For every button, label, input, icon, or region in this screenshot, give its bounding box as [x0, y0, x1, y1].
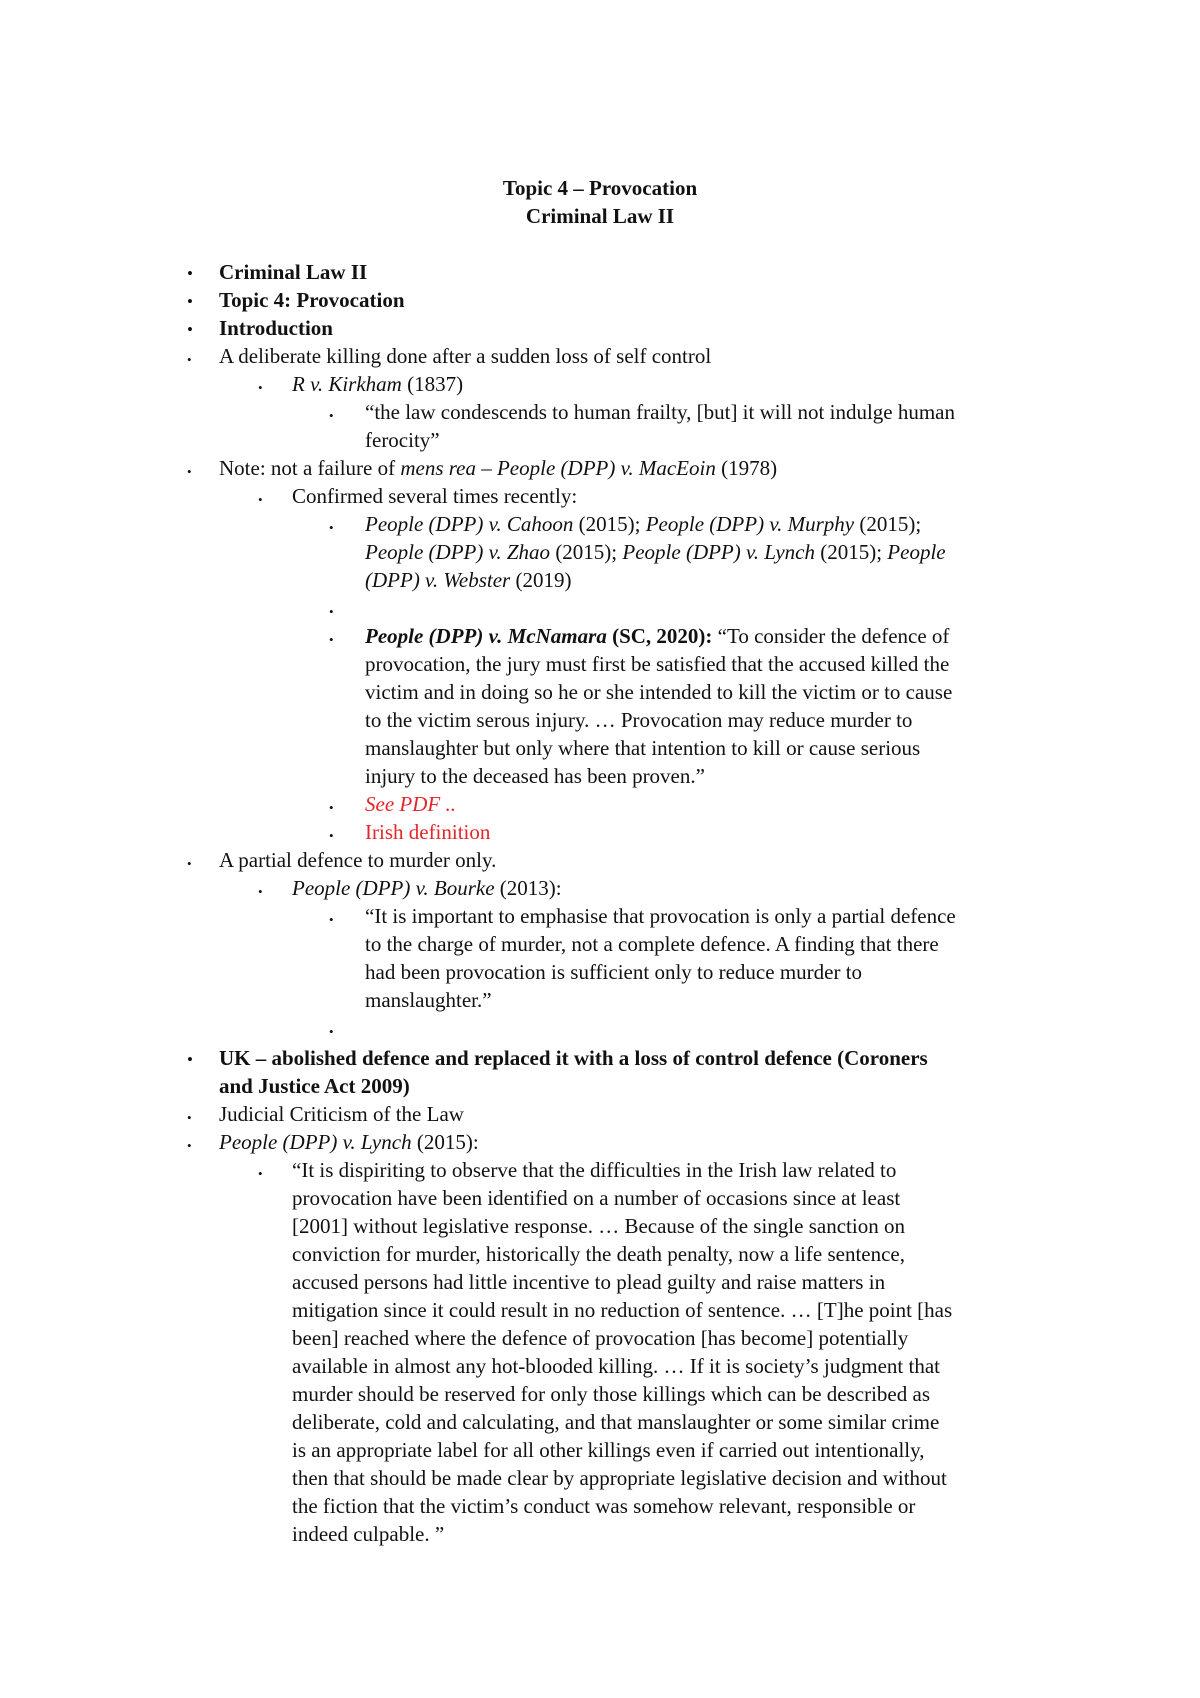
lynch-quote-14: indeed culpable. ”	[292, 1522, 445, 1546]
page-title: Topic 4 – Provocation	[502, 176, 698, 200]
bullet: •	[329, 912, 334, 927]
bullet: •	[329, 632, 334, 647]
bourke-quote-4: manslaughter.”	[365, 988, 492, 1012]
lynch-quote-5: accused persons had little incentive to plead guilty and raise matters in	[292, 1270, 886, 1294]
case-year: (2015);	[550, 540, 623, 564]
note-case: mens rea – People (DPP) v. MacEoin	[400, 456, 716, 480]
lynch-quote-11: is an appropriate label for all other killings even if carried out intentionally,	[292, 1438, 925, 1462]
bullet: •	[258, 1166, 263, 1181]
case-name: People (DPP) v. Murphy	[645, 512, 855, 536]
mcnamara-line-3: victim and in doing so he or she intended to kill the victim or to cause	[365, 680, 953, 704]
bullet: •	[329, 520, 334, 535]
mcnamara-line-4: to the victim serous injury. … Provocation may reduce murder to	[365, 708, 913, 732]
bullet: •	[329, 800, 334, 815]
case-name: People (DPP) v. McNamara	[365, 624, 607, 648]
note-line	[219, 455, 777, 483]
bullet: •	[329, 1024, 334, 1039]
case-name: (DPP) v. Webster	[365, 568, 511, 592]
heading-topic: Topic 4: Provocation	[219, 288, 405, 312]
bullet: •	[187, 264, 193, 283]
case-name: People (DPP) v. Lynch	[622, 540, 815, 564]
bullet: •	[329, 828, 334, 843]
confirmed-text: Confirmed several times recently:	[292, 484, 578, 508]
case-year: (2015);	[573, 512, 646, 536]
cases-line-3	[365, 567, 571, 595]
case-year: (2015);	[854, 512, 922, 536]
cases-line-1	[365, 511, 921, 539]
kirkham-quote-1: “the law condescends to human frailty, [but] it will not indulge human	[365, 400, 955, 424]
kirkham-quote-2: ferocity”	[365, 428, 440, 452]
lynch-quote-8: available in almost any hot-blooded killing. … If it is society’s judgment that	[292, 1354, 940, 1378]
case-year: (2013):	[494, 876, 562, 900]
lynch-quote-4: conviction for murder, historically the death penalty, now a life sentence,	[292, 1242, 905, 1266]
bourke-quote-1: “It is important to emphasise that provocation is only a partial defence	[365, 904, 956, 928]
lynch-quote-2: provocation have been identified on a number of occasions since at least	[292, 1186, 901, 1210]
bullet: •	[258, 884, 263, 899]
see-pdf-note: See PDF ..	[365, 792, 456, 816]
bullet: •	[187, 1110, 192, 1125]
case-court: (SC, 2020):	[606, 624, 713, 648]
bullet: •	[187, 856, 192, 871]
kirkham-line	[292, 371, 463, 399]
bullet: •	[329, 604, 334, 619]
bullet: •	[187, 464, 192, 479]
case-name: People (DPP) v. Cahoon	[365, 512, 574, 536]
case-year: (2015);	[814, 540, 888, 564]
bullet: •	[187, 1138, 192, 1153]
mcnamara-line-1	[365, 623, 949, 651]
quote-text: “To consider the defence of	[712, 624, 950, 648]
bullet: •	[258, 380, 263, 395]
bourke-line	[292, 875, 562, 903]
cases-line-2	[365, 539, 946, 567]
bullet: •	[329, 408, 334, 423]
heading-criminal-law: Criminal Law II	[219, 260, 368, 284]
bullet: •	[187, 1050, 193, 1069]
lynch-quote-12: then that should be made clear by appropriate legislative decision and without	[292, 1466, 947, 1490]
case-name: People (DPP) v. Zhao	[365, 540, 551, 564]
lynch-quote-13: the fiction that the victim’s conduct was somehow relevant, responsible or	[292, 1494, 916, 1518]
lynch-quote-7: been] reached where the defence of provocation [has become] potentially	[292, 1326, 909, 1350]
lynch-quote-10: deliberate, cold and calculating, and that manslaughter or some similar crime	[292, 1410, 940, 1434]
note-year: (1978)	[715, 456, 778, 480]
lynch-quote-3: [2001] without legislative response. … Because of the single sanction on	[292, 1214, 905, 1238]
lynch-quote-9: murder should be reserved for only those killings which can be described as	[292, 1382, 930, 1406]
case-year: (2019)	[510, 568, 572, 592]
case-name: People	[887, 540, 946, 564]
case-year: (2015):	[411, 1130, 479, 1154]
note-prefix: Note: not a failure of	[219, 456, 401, 480]
bullet: •	[187, 292, 193, 311]
lynch-line	[219, 1129, 479, 1157]
heading-introduction: Introduction	[219, 316, 333, 340]
intro-text: A deliberate killing done after a sudden loss of self control	[219, 344, 712, 368]
bourke-quote-3: had been provocation is sufficient only to reduce murder to	[365, 960, 863, 984]
bullet: •	[187, 320, 193, 339]
bourke-quote-2: to the charge of murder, not a complete defence. A finding that there	[365, 932, 939, 956]
uk-line-1: UK – abolished defence and replaced it with a loss of control defence (Coroners	[219, 1046, 928, 1070]
irish-definition-note: Irish definition	[365, 820, 491, 844]
page-subtitle: Criminal Law II	[525, 204, 675, 228]
bullet: •	[187, 352, 192, 367]
mcnamara-line-6: injury to the deceased has been proven.”	[365, 764, 705, 788]
mcnamara-line-5: manslaughter but only where that intention to kill or cause serious	[365, 736, 921, 760]
lynch-quote-1: “It is dispiriting to observe that the difficulties in the Irish law related to	[292, 1158, 897, 1182]
bullet: •	[258, 492, 263, 507]
case-name: People (DPP) v. Lynch	[219, 1130, 412, 1154]
lynch-quote-6: mitigation since it could result in no reduction of sentence. … [T]he point [has	[292, 1298, 953, 1322]
case-year: (1837)	[407, 372, 464, 396]
judicial-criticism: Judicial Criticism of the Law	[219, 1102, 464, 1126]
uk-line-2: and Justice Act 2009)	[219, 1074, 410, 1098]
mcnamara-line-2: provocation, the jury must first be satisfied that the accused killed the	[365, 652, 950, 676]
case-name: People (DPP) v. Bourke	[292, 876, 495, 900]
case-name: R v. Kirkham	[292, 372, 402, 396]
partial-defence-text: A partial defence to murder only.	[219, 848, 497, 872]
